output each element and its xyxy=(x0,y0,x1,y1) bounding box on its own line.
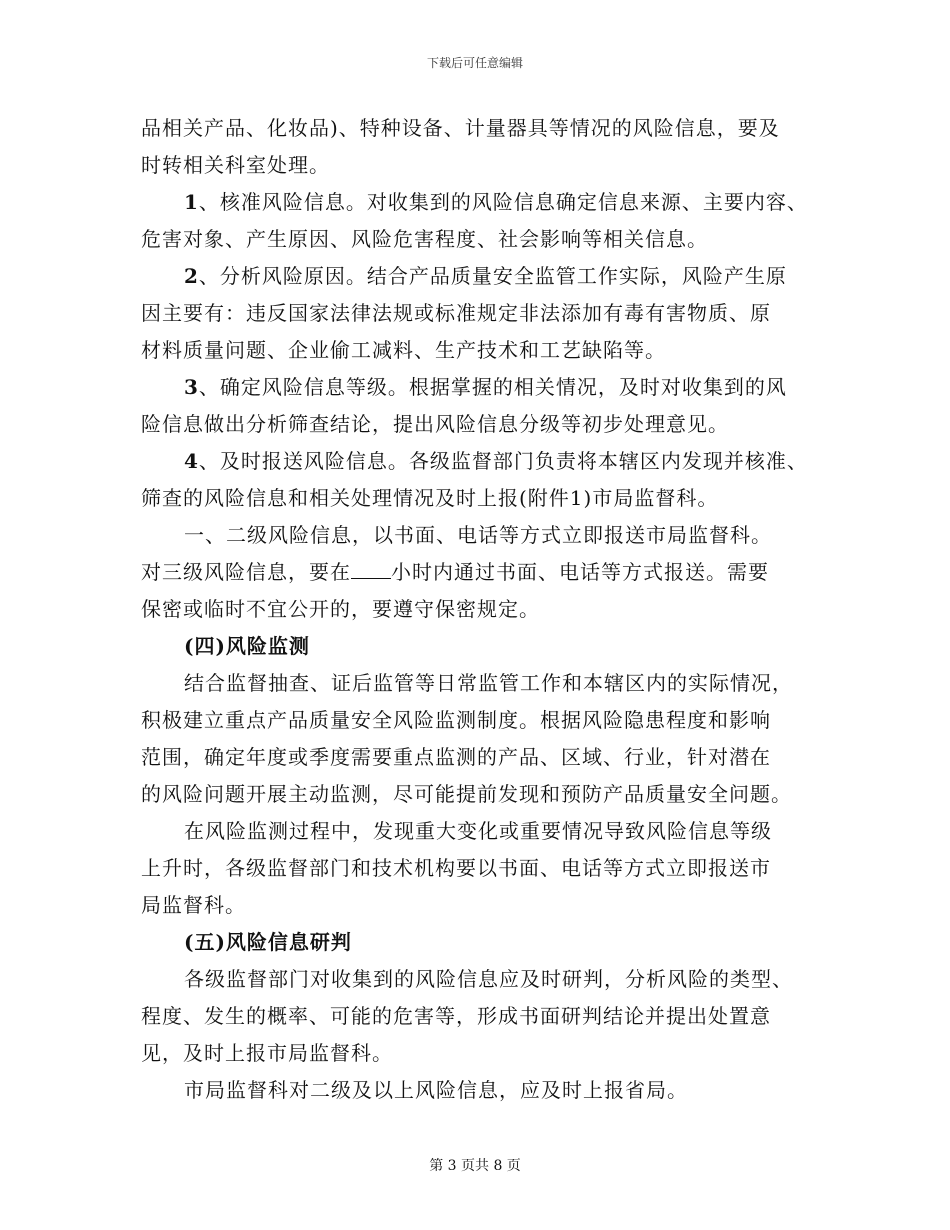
document-body xyxy=(141,110,831,1109)
paragraph-10 xyxy=(141,1072,831,1109)
text-line: 局监督科。 xyxy=(141,893,246,917)
text-line: 危害对象、产生原因、风险危害程度、社会影响等相关信息。 xyxy=(141,227,708,251)
item-number: 2 xyxy=(184,264,199,288)
item-text: 、核准风险信息。对收集到的风险信息确定信息来源、主要内容、 xyxy=(198,190,808,214)
paragraph-3 xyxy=(141,258,831,369)
paragraph-2 xyxy=(141,184,831,258)
paragraph-4 xyxy=(141,369,831,443)
text-line: 材料质量问题、企业偷工减料、生产技术和工艺缺陷等。 xyxy=(141,338,666,362)
text-line: 品相关产品、化妆品)、特种设备、计量器具等情况的风险信息，要及 xyxy=(141,116,780,140)
text-line: 时转相关科室处理。 xyxy=(141,153,330,177)
paragraph-1 xyxy=(141,110,831,184)
text-line: 见，及时上报市局监督科。 xyxy=(141,1041,393,1065)
item-number: 4 xyxy=(184,449,199,473)
text-line: 在风险监测过程中，发现重大变化或重要情况导致风险信息等级 xyxy=(184,819,772,843)
text-line: 积极建立重点产品质量安全风险监测制度。根据风险隐患程度和影响 xyxy=(141,708,771,732)
text-line: 市局监督科对二级及以上风险信息，应及时上报省局。 xyxy=(184,1078,688,1102)
text-line: 程度、发生的概率、可能的危害等，形成书面研判结论并提出处置意 xyxy=(141,1004,771,1028)
text-line: 的风险问题开展主动监测，尽可能提前发现和预防产品质量安全问题。 xyxy=(141,782,792,806)
item-text: 、分析风险原因。结合产品质量安全监管工作实际，风险产生原 xyxy=(198,264,787,288)
page-header: 下载后可任意编辑 xyxy=(426,56,523,70)
paragraph-7 xyxy=(141,665,831,813)
text-line: 上升时，各级监督部门和技术机构要以书面、电话等方式立即报送市 xyxy=(141,856,771,880)
item-number: 3 xyxy=(184,375,199,399)
text-line xyxy=(141,258,831,295)
paragraph-5 xyxy=(141,443,831,517)
text-line xyxy=(141,443,831,480)
text-line xyxy=(141,184,831,221)
paragraph-6 xyxy=(141,517,831,628)
text-line: 筛查的风险信息和相关处理情况及时上报(附件1)市局监督科。 xyxy=(141,486,719,510)
section-heading-5: (五)风险信息研判 xyxy=(184,930,352,954)
text-line: 范围，确定年度或季度需要重点监测的产品、区域、行业，针对潜在 xyxy=(141,745,771,769)
text-segment: 对三级风险信息，要在 xyxy=(141,560,351,584)
item-text: 、确定风险信息等级。根据掌握的相关情况，及时对收集到的风 xyxy=(198,375,787,399)
text-segment: 小时内通过书面、电话等方式报送。需要 xyxy=(391,560,769,584)
item-text: 、及时报送风险信息。各级监督部门负责将本辖区内发现并核准、 xyxy=(198,449,808,473)
page-number: 第 3 页共 8 页 xyxy=(429,1158,521,1174)
text-line: 保密或临时不宜公开的，要遵守保密规定。 xyxy=(141,597,540,621)
text-line xyxy=(141,369,831,406)
item-number: 1 xyxy=(184,190,199,214)
paragraph-9 xyxy=(141,961,831,1072)
text-line: 险信息做出分析筛查结论，提出风险信息分级等初步处理意见。 xyxy=(141,412,729,436)
text-line: 一、二级风险信息，以书面、电话等方式立即报送市局监督科。 xyxy=(184,523,772,547)
text-line: 各级监督部门对收集到的风险信息应及时研判，分析风险的类型、 xyxy=(184,967,793,991)
fill-in-blank xyxy=(351,560,391,579)
text-line: 因主要有：违反国家法律法规或标准规定非法添加有毒有害物质、原 xyxy=(141,301,771,325)
text-line xyxy=(141,554,831,591)
text-line: 结合监督抽查、证后监管等日常监管工作和本辖区内的实际情况， xyxy=(184,671,793,695)
section-heading-4: (四)风险监测 xyxy=(184,634,310,658)
paragraph-8 xyxy=(141,813,831,924)
